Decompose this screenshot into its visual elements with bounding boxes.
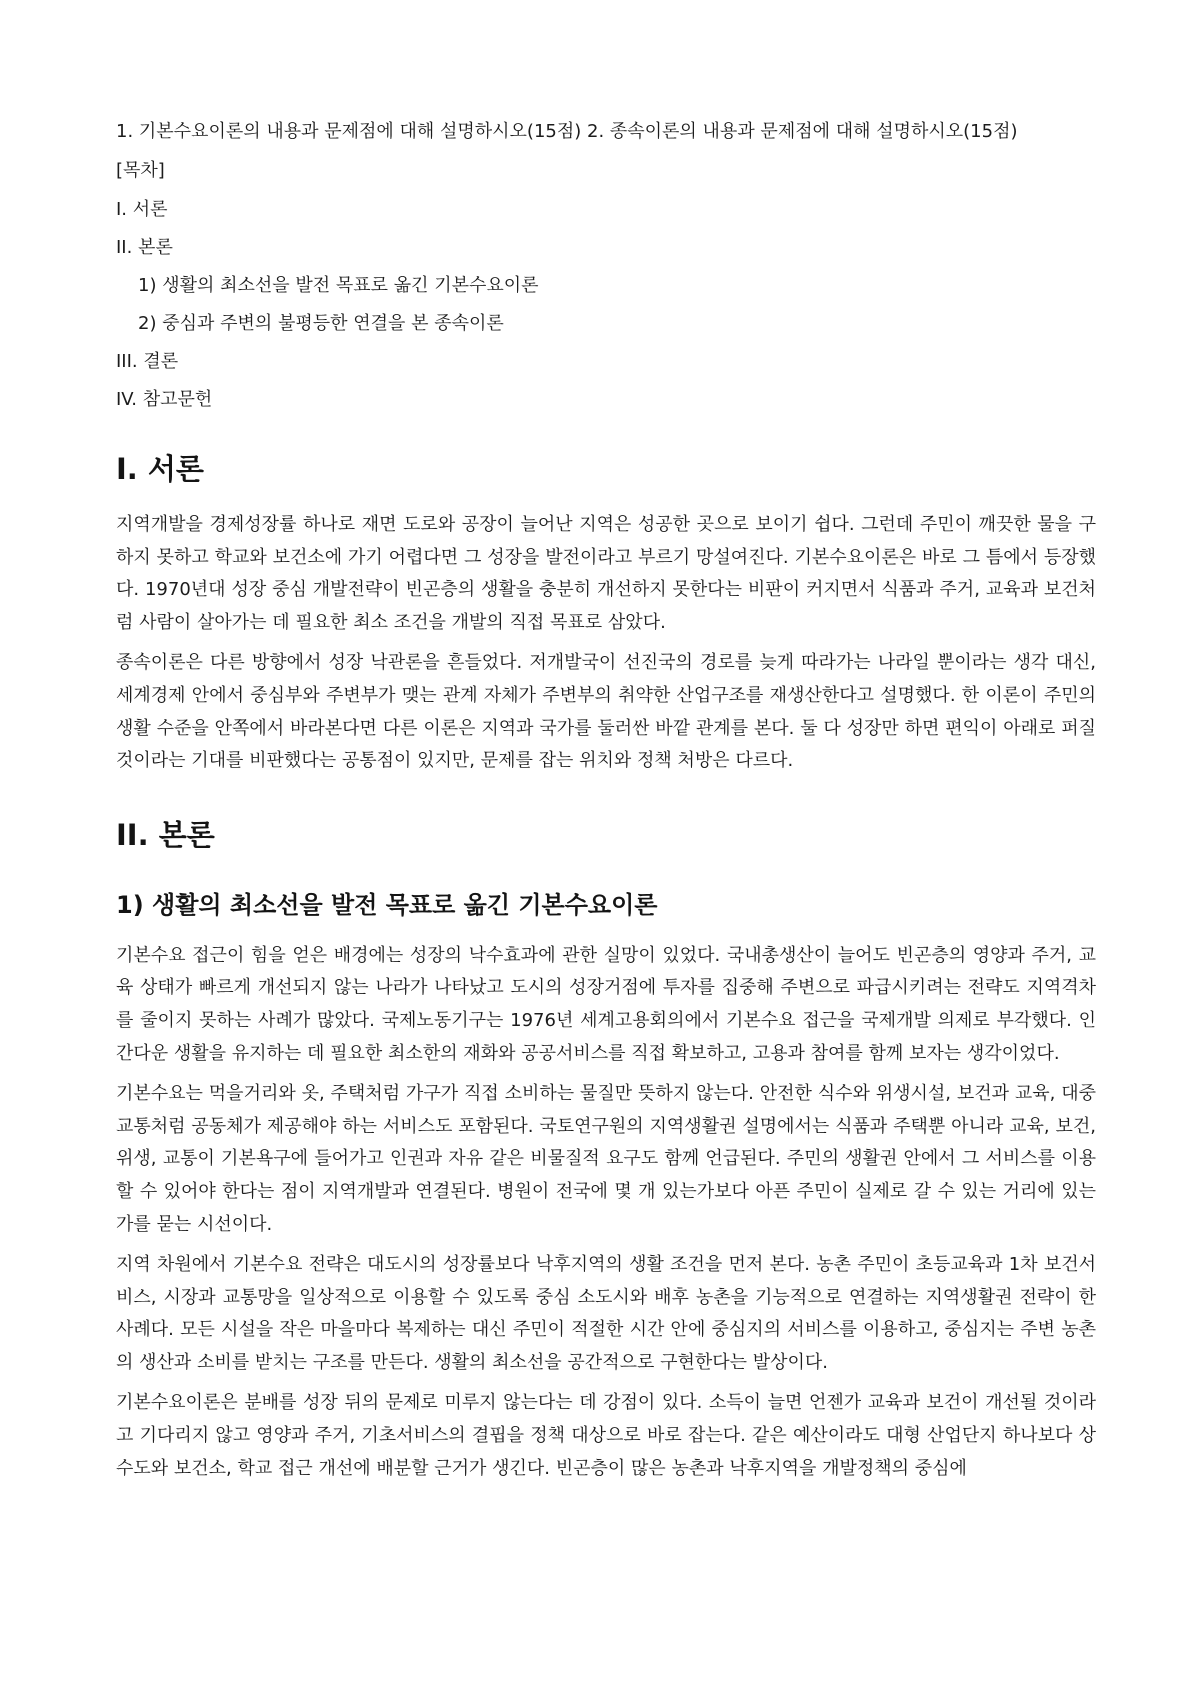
table-of-contents <box>116 157 1096 414</box>
body-paragraph: 지역 차원에서 기본수요 전략은 대도시의 성장률보다 낙후지역의 생활 조건을 먼저 본다. 농촌 주민이 초등교육과 1차 보건서비스, 시장과 교통망을 일상적으로 이용할 수 있도록 중심 소도시와 배후 농촌을 기능적으로 연결하는 지역생활권 전략이 한 사례다. 모든 시설을 작은 마을마다 복제하는 대신 주민이 적절한 시간 안에 중심지의 서비스를 이용하고, 중심지는 주변 농촌의 생산과 소비를 받치는 구조를 만든다. 생활의 최소선을 공간적으로 구현한다는 발상이다. <box>116 1254 1096 1373</box>
toc-item-body-sub2: 2) 중심과 주변의 불평등한 연결을 본 종속이론 <box>138 313 504 334</box>
body-paragraph: 기본수요 접근이 힘을 얻은 배경에는 성장의 낙수효과에 관한 실망이 있었다. 국내총생산이 늘어도 빈곤층의 영양과 주거, 교육 상태가 빠르게 개선되지 않는 나라가 나타났고 도시의 성장거점에 투자를 집중해 주변으로 파급시키려는 전략도 지역격차를 줄이지 못하는 사례가 많았다. 국제노동기구는 1976년 세계고용회의에서 기본수요 접근을 국제개발 의제로 부각했다. 인간다운 생활을 유지하는 데 필요한 최소한의 재화와 공공서비스를 직접 확보하고, 고용과 참여를 함께 보자는 생각이었다. <box>116 944 1096 1064</box>
toc-item-body: II. 본론 <box>116 237 173 258</box>
body-paragraph: 기본수요는 먹을거리와 옷, 주택처럼 가구가 직접 소비하는 물질만 뜻하지 않는다. 안전한 식수와 위생시설, 보건과 교육, 대중교통처럼 공동체가 제공해야 하는 서비스도 포함된다. 국토연구원의 지역생활권 설명에서는 식품과 주택뿐 아니라 교육, 보건, 위생, 교통이 기본욕구에 들어가고 인권과 자유 같은 비물질적 요구도 함께 언급된다. 주민의 생활권 안에서 그 서비스를 이용할 수 있어야 한다는 점이 지역개발과 연결된다. 병원이 전국에 몇 개 있는가보다 아픈 주민이 실제로 갈 수 있는 거리에 있는가를 묻는 시선이다. <box>116 1083 1096 1235</box>
body-paragraph: 기본수요이론은 분배를 성장 뒤의 문제로 미루지 않는다는 데 강점이 있다. 소득이 늘면 언젠가 교육과 보건이 개선될 것이라고 기다리지 않고 영양과 주거, 기초서비스의 결핍을 정책 대상으로 바로 잡는다. 같은 예산이라도 대형 산업단지 하나보다 상수도와 보건소, 학교 접근 개선에 배분할 근거가 생긴다. 빈곤층이 많은 농촌과 낙후지역을 개발정책의 중심에 <box>116 1392 1096 1479</box>
intro-paragraph: 종속이론은 다른 방향에서 성장 낙관론을 흔들었다. 저개발국이 선진국의 경로를 늦게 따라가는 나라일 뿐이라는 생각 대신, 세계경제 안에서 중심부와 주변부가 맺는 관계 자체가 주변부의 취약한 산업구조를 재생산한다고 설명했다. 한 이론이 주민의 생활 수준을 안쪽에서 바라본다면 다른 이론은 지역과 국가를 둘러싼 바깥 관계를 본다. 둘 다 성장만 하면 편익이 아래로 퍼질 것이라는 기대를 비판했다는 공통점이 있지만, 문제를 잡는 위치와 정책 처방은 다르다. <box>116 652 1096 772</box>
toc-item-conclusion: III. 결론 <box>116 351 179 372</box>
toc-heading: [목차] <box>116 160 165 181</box>
assignment-question: 1. 기본수요이론의 내용과 문제점에 대해 설명하시오(15점) 2. 종속이론의 내용과 문제점에 대해 설명하시오(15점) <box>116 121 1018 142</box>
toc-item-intro: I. 서론 <box>116 199 168 220</box>
subsection-heading-basic-needs: 1) 생활의 최소선을 발전 목표로 옮긴 기본수요이론 <box>116 890 658 919</box>
toc-item-body-sub1: 1) 생활의 최소선을 발전 목표로 옮긴 기본수요이론 <box>138 275 539 296</box>
section-heading-intro: I. 서론 <box>116 452 204 486</box>
toc-item-references: IV. 참고문헌 <box>116 389 213 410</box>
section-heading-body: II. 본론 <box>116 817 215 852</box>
intro-paragraph: 지역개발을 경제성장률 하나로 재면 도로와 공장이 늘어난 지역은 성공한 곳으로 보이기 쉽다. 그런데 주민이 깨끗한 물을 구하지 못하고 학교와 보건소에 가기 어렵다면 그 성장을 발전이라고 부르기 망설여진다. 기본수요이론은 바로 그 틈에서 등장했다. 1970년대 성장 중심 개발전략이 빈곤층의 생활을 충분히 개선하지 못한다는 비판이 커지면서 식품과 주거, 교육과 보건처럼 사람이 살아가는 데 필요한 최소 조건을 개발의 직접 목표로 삼았다. <box>116 514 1096 633</box>
